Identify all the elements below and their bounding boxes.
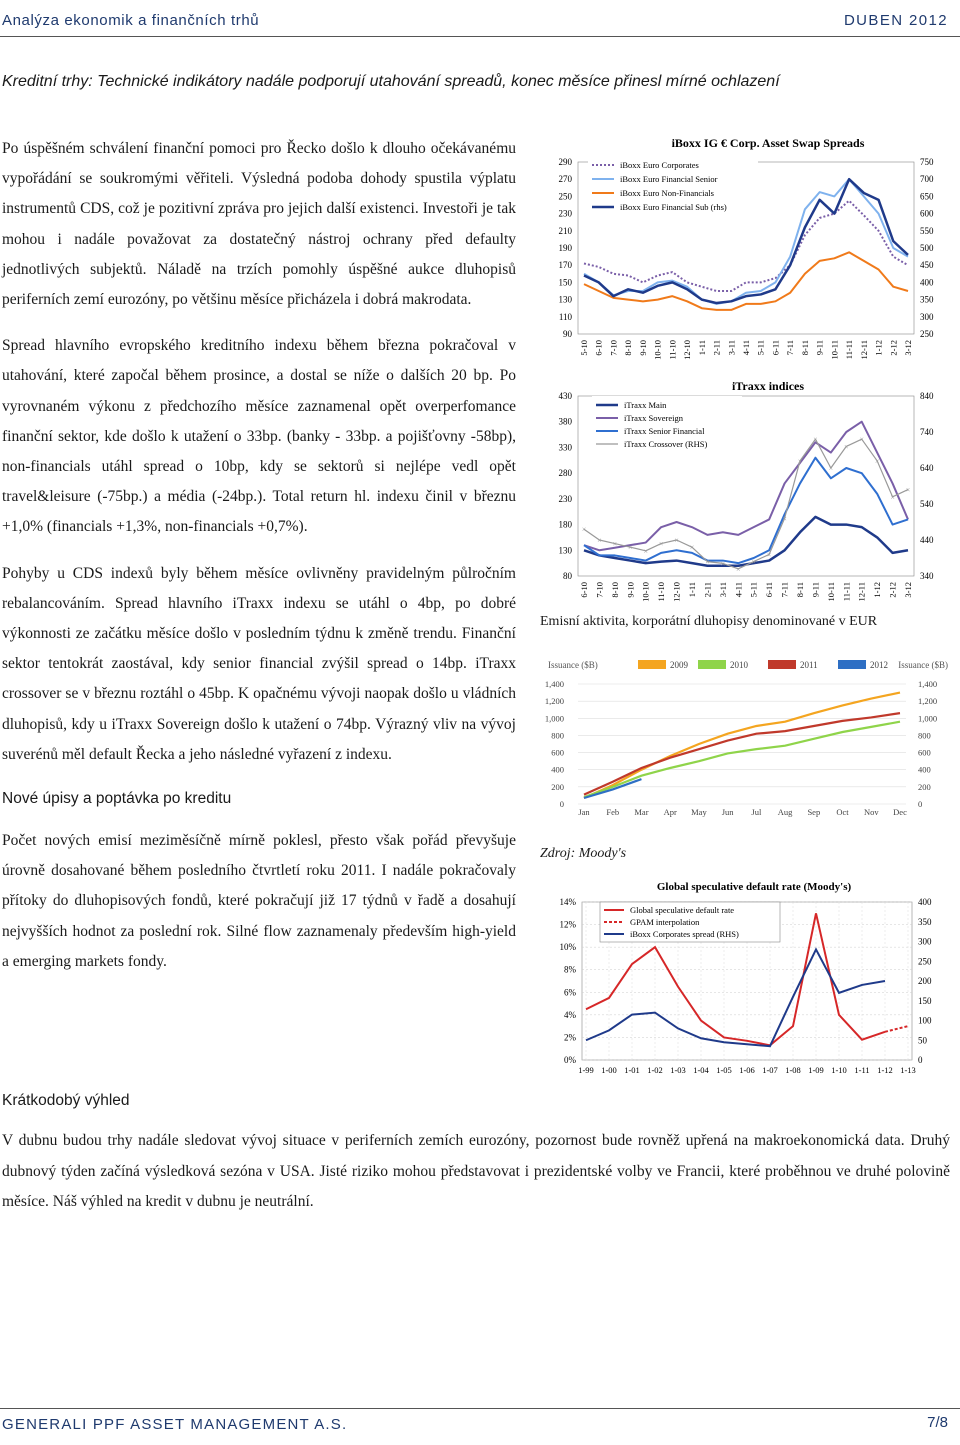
- y-right-tick-label: 350: [920, 294, 934, 305]
- series-marker: ×: [905, 485, 911, 495]
- x-tick-label: 1-09: [808, 1065, 824, 1075]
- series-marker: ×: [859, 435, 864, 445]
- y-right-tick-label: 250: [918, 956, 932, 967]
- series-marker: ×: [813, 435, 818, 445]
- x-tick-label: Jan: [578, 807, 590, 817]
- paragraph-1: Po úspěšném schválení finanční pomoci pro Řecko došlo k dlouho očekávanému vypořádání se soukromými věřiteli. Výsledná podoba dohody spustila výplatu instrumentů CDS, což je pozitivní zpráva pro jejich další existenci. Investoři je tak mohou i nadále považovat za dostatečný nástroj ochrany před defaulty jednotlivých subjektů. Náladě na trzích pomohly úspěšné aukce dluhopisů periferních zemí eurozóny, po většinu měsíce přicházela i dobrá makrodata.: [2, 140, 516, 309]
- y-right-tick-label: 450: [920, 260, 934, 271]
- y-left-tick-label: 0%: [564, 1055, 576, 1065]
- y-right-tick-label: 650: [920, 191, 934, 202]
- y-left-tick-label: 130: [558, 545, 572, 556]
- legend-label: iBoxx Euro Non-Financials: [620, 188, 714, 198]
- x-tick-label: 2-12: [888, 340, 899, 356]
- y-left-tick-label: 270: [558, 174, 572, 185]
- y-left-tick-label: 280: [558, 468, 572, 479]
- x-tick-label: 4-11: [733, 582, 744, 598]
- x-tick-label: 11-10: [656, 582, 667, 602]
- legend-label: iBoxx Euro Corporates: [620, 160, 699, 170]
- y-left-tick-label: 400: [551, 764, 564, 775]
- y-right-tick-label: 0: [918, 799, 923, 809]
- x-tick-label: 8-10: [609, 582, 620, 598]
- y-right-tick-label: 540: [920, 499, 934, 509]
- x-tick-label: 1-01: [624, 1065, 640, 1075]
- y-left-tick-label: 10%: [559, 942, 576, 953]
- x-tick-label: Sep: [807, 807, 821, 817]
- series-line: [885, 1026, 908, 1032]
- y-right-tick-label: 300: [918, 936, 932, 947]
- y-left-tick-label: 290: [558, 157, 572, 167]
- x-tick-label: 4-11: [741, 340, 751, 356]
- y-left-tick-label: 80: [563, 571, 572, 581]
- x-tick-label: 12-10: [671, 582, 682, 602]
- x-tick-label: Oct: [836, 807, 849, 817]
- x-tick-label: 1-06: [739, 1065, 755, 1075]
- series-marker: ×: [736, 564, 741, 574]
- series-marker: ×: [581, 525, 587, 535]
- x-tick-label: 8-10: [623, 340, 634, 356]
- y-left-tick-label: 800: [551, 730, 564, 741]
- y-right-tick-label: 400: [918, 764, 931, 775]
- series-marker: ×: [751, 557, 756, 567]
- series-marker: ×: [797, 456, 803, 466]
- legend-label: iBoxx Euro Financial Senior: [620, 174, 718, 184]
- x-tick-label: 2-11: [711, 340, 722, 356]
- paragraph-2: Spread hlavního evropského kreditního indexu během března pokračoval v utahování, které započal během prosince, a dostal se níže o dalších 20 bp. Po vyrovnaném výkonu z předchozího měsíce zaznamenal opět overperfomance finanční sektor, kde došlo k utažení o 33bp. (banky - 33bp. a pojišťovny -58bp), non-financials utáhl spread o 10bp, kdy se sektorů si nejlépe vedl opět travel&leisure (-75bp.) a média (-24bp.). Total return hl. indexu činil v březnu +1,0% (financials +1,3%, non-financials +0,7%).: [2, 337, 516, 536]
- x-tick-label: 3-11: [717, 582, 728, 598]
- x-tick-label: Jun: [721, 807, 734, 817]
- chart-title: iTraxx indices: [731, 379, 805, 393]
- y-left-tick-label: 600: [551, 747, 564, 758]
- x-tick-label: 1-02: [647, 1065, 663, 1075]
- chart-iboxx-asset-swap-spreads: [536, 134, 956, 370]
- x-tick-label: 2-11: [702, 582, 713, 598]
- x-tick-label: 5-11: [748, 582, 759, 598]
- y-left-tick-label: 380: [558, 416, 572, 427]
- y-left-tick-label: 150: [558, 277, 572, 288]
- x-tick-label: 3-11: [726, 340, 737, 356]
- y-right-tick-label: 500: [920, 243, 934, 253]
- x-tick-label: 9-10: [625, 582, 636, 598]
- series-marker: ×: [643, 546, 648, 556]
- y-right-tick-label: 200: [918, 781, 931, 792]
- header-title: Analýza ekonomik a finančních trhů: [2, 12, 260, 29]
- x-tick-label: 10-11: [829, 340, 840, 360]
- y-right-tick-label: 600: [920, 208, 934, 219]
- y-right-tick-label: 600: [918, 747, 931, 758]
- x-tick-label: 3-12: [903, 340, 913, 356]
- footer-divider: [0, 1408, 960, 1409]
- y-right-tick-label: 1,200: [918, 696, 938, 707]
- x-tick-label: Feb: [606, 807, 620, 817]
- x-tick-label: 10-11: [825, 582, 836, 602]
- x-tick-label: 10-10: [652, 340, 663, 360]
- x-tick-label: 6-11: [764, 582, 775, 598]
- y-left-tick-label: 6%: [564, 987, 576, 998]
- y-left-tick-label: 12%: [559, 919, 576, 930]
- y-right-tick-label: 800: [918, 730, 931, 741]
- y-right-tick-label: 250: [920, 329, 934, 339]
- y-left-tick-label: 430: [558, 391, 572, 401]
- y-left-tick-label: 1,400: [544, 679, 564, 689]
- x-tick-label: 3-12: [903, 582, 913, 598]
- series-marker: ×: [828, 464, 834, 473]
- y-left-tick-label: 130: [558, 294, 572, 305]
- x-tick-label: 1-05: [716, 1065, 732, 1075]
- legend-label: iTraxx Main: [624, 400, 667, 410]
- x-tick-label: 12-10: [682, 340, 693, 360]
- legend-label: 2012: [870, 660, 888, 670]
- series-marker: ×: [612, 539, 618, 549]
- x-tick-label: Dec: [893, 807, 907, 817]
- x-tick-label: May: [691, 807, 707, 817]
- x-tick-label: 1-12: [872, 582, 883, 598]
- legend-label: iTraxx Crossover (RHS): [624, 439, 708, 449]
- header-date: DUBEN 2012: [843, 12, 948, 29]
- x-tick-label: Nov: [863, 807, 879, 817]
- x-tick-label: 9-10: [637, 340, 648, 356]
- series-line: [584, 722, 900, 797]
- y-right-tick-label: 340: [920, 571, 934, 581]
- x-tick-label: 1-12: [873, 340, 884, 356]
- y-left-tick-label: 8%: [564, 964, 576, 975]
- x-tick-label: 6-10: [579, 582, 589, 598]
- y-right-tick-label: 700: [920, 174, 934, 185]
- y-right-tick-label: 350: [918, 916, 932, 927]
- y-right-tick-label: 50: [918, 1035, 927, 1046]
- y-right-tick-label: 150: [918, 995, 932, 1006]
- y-left-tick-label: 14%: [559, 897, 576, 907]
- y-right-tick-label: 300: [920, 311, 934, 322]
- subheading-new-issues: Nové úpisy a poptávka po kreditu: [2, 790, 232, 808]
- y-right-tick-label: 100: [918, 1015, 932, 1026]
- footer-page-number: 7/8: [927, 1414, 948, 1431]
- x-tick-label: 7-11: [785, 340, 796, 356]
- x-tick-label: 7-10: [594, 582, 605, 598]
- chart-issuance-title: Emisní aktivita, korporátní dluhopisy denominované v EUR: [540, 614, 878, 629]
- y-left-tick-label: 210: [558, 225, 572, 236]
- paragraph-4: Počet nových emisí meziměsíčně mírně poklesl, přesto však pořád převyšuje úrovně dosahované během posledního čtvrtletí roku 2011. I nadále pokračovaly přítoky do dluhopisových fondů, které pokračují již 17 týdnů v řadě a dosahují nejvyšších hodnot za poslední rok. Silné flow zaznamenaly především high-yield a emerging markets fondy.: [2, 832, 516, 970]
- y-right-tick-label: 640: [920, 463, 934, 473]
- subheading-outlook: Krátkodobý výhled: [2, 1092, 130, 1109]
- x-tick-label: 1-11: [854, 1065, 870, 1075]
- series-marker: ×: [689, 543, 695, 553]
- chart-issuance-source: Zdroj: Moody's: [540, 846, 627, 861]
- series-marker: ×: [674, 536, 679, 545]
- x-tick-label: 1-04: [693, 1065, 709, 1075]
- y-left-tick-label: 230: [558, 493, 572, 504]
- x-tick-label: 1-00: [601, 1065, 617, 1075]
- x-tick-label: 5-11: [755, 340, 766, 356]
- series-marker: ×: [720, 559, 726, 569]
- series-line: [581, 439, 908, 569]
- y-right-tick-label: 1,400: [918, 679, 938, 689]
- y-left-tick-label: 190: [558, 243, 572, 253]
- legend-swatch: [698, 660, 726, 669]
- y-left-tick-label: 2%: [564, 1032, 576, 1043]
- chart-title: Global speculative default rate (Moody's): [656, 881, 852, 893]
- x-tick-label: 5-10: [579, 340, 589, 356]
- x-tick-label: 2-12: [887, 582, 898, 598]
- x-tick-label: 6-11: [770, 340, 781, 356]
- chart-eur-issuance: [538, 656, 950, 824]
- y-left-tick-label: 0: [559, 799, 564, 809]
- y-right-tick-label: 750: [920, 157, 934, 167]
- series-marker: ×: [705, 557, 710, 567]
- chart-title: iBoxx IG € Corp. Asset Swap Spreads: [671, 136, 865, 150]
- y-left-tick-label: 170: [558, 260, 572, 271]
- x-tick-label: 1-08: [785, 1065, 801, 1075]
- y-left-tick-label: 1,000: [544, 713, 564, 724]
- legend-label: iTraxx Senior Financial: [624, 426, 705, 436]
- legend-label: iBoxx Euro Financial Sub (rhs): [620, 202, 727, 212]
- header-divider: [0, 36, 960, 37]
- y-right-tick-label: 0: [918, 1055, 923, 1065]
- outlook-section: [2, 1092, 950, 1234]
- y-right-tick-label: 550: [920, 225, 934, 236]
- x-tick-label: 6-10: [593, 340, 604, 356]
- y-right-tick-label: 1,000: [918, 713, 938, 724]
- axis-label-right: Issuance ($B): [898, 660, 948, 670]
- legend-swatch: [768, 660, 796, 669]
- series-marker: ×: [782, 514, 787, 524]
- y-left-tick-label: 110: [558, 311, 572, 322]
- series-marker: ×: [874, 456, 880, 466]
- legend-swatch: [638, 660, 666, 669]
- x-tick-label: 9-11: [810, 582, 821, 598]
- y-left-tick-label: 4%: [564, 1009, 576, 1020]
- x-tick-label: 1-11: [687, 582, 697, 598]
- left-column: [2, 134, 516, 993]
- y-left-tick-label: 200: [551, 781, 564, 792]
- axis-label-left: Issuance ($B): [548, 660, 598, 670]
- legend-label: Global speculative default rate: [630, 905, 735, 915]
- legend-label: iBoxx Corporates spread (RHS): [630, 929, 739, 939]
- y-right-tick-label: 740: [920, 427, 934, 437]
- y-left-tick-label: 1,200: [544, 696, 564, 707]
- x-tick-label: Jul: [751, 807, 762, 817]
- series-marker: ×: [628, 543, 633, 553]
- x-tick-label: 1-11: [696, 340, 707, 356]
- x-tick-label: 9-11: [814, 340, 825, 356]
- y-right-tick-label: 400: [920, 277, 934, 288]
- x-tick-label: 11-11: [841, 582, 852, 602]
- x-tick-label: 10-10: [640, 582, 651, 602]
- series-line: [584, 252, 908, 310]
- series-marker: ×: [766, 550, 772, 560]
- series-marker: ×: [844, 442, 849, 452]
- legend-label: 2009: [670, 660, 688, 670]
- y-right-tick-label: 840: [920, 391, 934, 401]
- x-tick-label: 7-11: [779, 582, 790, 598]
- x-tick-label: 1-99: [578, 1065, 594, 1075]
- x-tick-label: 1-12: [877, 1065, 893, 1075]
- x-tick-label: 8-11: [799, 340, 810, 356]
- footer-company: GENERALI PPF ASSET MANAGEMENT A.S.: [2, 1416, 348, 1433]
- x-tick-label: 1-07: [762, 1065, 778, 1075]
- y-left-tick-label: 230: [558, 208, 572, 219]
- y-left-tick-label: 330: [558, 442, 572, 453]
- paragraph-3: Pohyby u CDS indexů byly během měsíce ovlivněny pravidelným půlročním rebalancováním. Spread hlavního iTraxx indexu se utáhl o 4bp, po dobré výkonnosti ze začátku měsíce došlo v posledním týdnu k změně trendu. Finanční sektor tentokrát zaostával, kdy senior financial zvýšil spread o 14bp. iTraxx crossover se v březnu roztáhl o 45bp. K opačnému vývoji naopak došlo u vládních dluhopisů, kdy u iTraxx Sovereign došlo k utažení o 74bp. Výrazný vliv na vývoj suverénů měl default Řecka a jeho následné vyřazení z indexu.: [2, 564, 516, 763]
- legend-label: GPAM interpolation: [630, 917, 700, 927]
- x-tick-label: Mar: [634, 807, 649, 817]
- series-line: [586, 949, 885, 1046]
- x-tick-label: 7-10: [608, 340, 619, 356]
- y-right-tick-label: 200: [918, 976, 932, 986]
- paragraph-outlook: V dubnu budou trhy nadále sledovat vývoj situace v periferních zemích eurozóny, pozornost bude rovněž upřená na makroekonomická data. Druhý dubnový týden začíná výsledková sezóna v USA. Jisté riziko mohou představovat i prezidentské volby ve Francii, které proběhnou ve druhé polovině měsíce. Náš výhled na kredit v dubnu je neutrální.: [2, 1132, 950, 1210]
- series-marker: ×: [597, 536, 602, 545]
- legend-label: iTraxx Sovereign: [624, 413, 683, 423]
- y-left-tick-label: 250: [558, 191, 572, 202]
- x-tick-label: 11-10: [667, 340, 678, 360]
- x-tick-label: 12-11: [856, 582, 867, 602]
- y-left-tick-label: 90: [563, 329, 572, 339]
- x-tick-label: 8-11: [795, 582, 805, 598]
- chart-global-default-rate: [540, 876, 950, 1080]
- y-left-tick-label: 180: [558, 519, 572, 530]
- legend-label: 2011: [800, 660, 818, 670]
- y-right-tick-label: 400: [918, 897, 932, 907]
- x-tick-label: 1-13: [900, 1065, 916, 1075]
- x-tick-label: 1-10: [831, 1065, 847, 1075]
- x-tick-label: 1-03: [670, 1065, 686, 1075]
- series-marker: ×: [890, 492, 895, 502]
- x-tick-label: 11-11: [844, 340, 855, 360]
- y-right-tick-label: 440: [920, 535, 934, 545]
- section-title: Kreditní trhy: Technické indikátory nadále podporují utahování spreadů, konec měsíce přinesl mírné ochlazení: [2, 73, 780, 90]
- legend-label: 2010: [730, 660, 748, 670]
- x-tick-label: Aug: [777, 807, 793, 817]
- x-tick-label: 12-11: [858, 340, 869, 360]
- chart-itraxx-indices: [536, 376, 956, 608]
- legend-swatch: [838, 660, 866, 669]
- x-tick-label: Apr: [663, 807, 677, 817]
- series-marker: ×: [658, 539, 664, 549]
